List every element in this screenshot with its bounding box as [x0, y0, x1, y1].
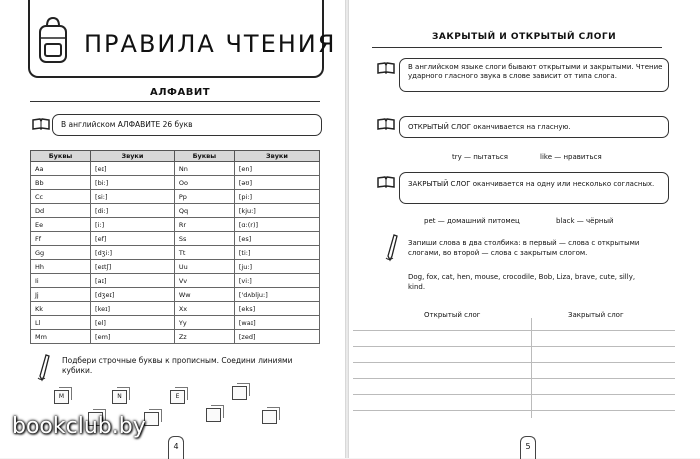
note-text: В английском АЛФАВИТЕ 26 букв	[61, 120, 193, 129]
letter-cell: Jj	[31, 288, 91, 302]
letter-cube[interactable]	[144, 412, 159, 426]
letter-cell: Gg	[31, 246, 91, 260]
letter-cell: Pp	[174, 190, 234, 204]
letter-cell: Yy	[174, 316, 234, 330]
sound-cell: [vi:]	[234, 274, 319, 288]
writing-line[interactable]	[353, 378, 675, 379]
alphabet-table	[30, 150, 320, 344]
column-divider	[531, 318, 532, 418]
sound-cell: [ti:]	[234, 246, 319, 260]
letter-cell: Ll	[31, 316, 91, 330]
sound-cell: [dʒeɪ]	[91, 288, 175, 302]
sound-cell: [eks]	[234, 302, 319, 316]
sound-cell: [waɪ]	[234, 316, 319, 330]
letter-cell: Oo	[174, 176, 234, 190]
table-header-row	[31, 151, 320, 162]
writing-line[interactable]	[353, 330, 675, 331]
column-header: Звуки	[91, 151, 175, 162]
example-open-2: like — нравиться	[540, 153, 602, 161]
sound-cell: [di:]	[91, 204, 175, 218]
sound-cell: [pi:]	[234, 190, 319, 204]
sound-cell: [eɪ]	[91, 162, 175, 176]
sound-cell: [aɪ]	[91, 274, 175, 288]
word-list: Dog, fox, cat, hen, mouse, crocodile, Bob, Liza, brave, cute, silly, kind.	[408, 273, 636, 291]
pencil-icon	[384, 234, 398, 262]
letter-cell: Hh	[31, 260, 91, 274]
task-text: Запиши слова в два столбика: в первый — слова с открытыми слогами, во второй — слова с закрытым слогом.	[408, 239, 640, 257]
sound-cell: [el]	[91, 316, 175, 330]
letter-cube[interactable]: M	[54, 390, 69, 404]
book-icon	[377, 118, 395, 130]
sound-cell: [ɑ:(r)]	[234, 218, 319, 232]
page-number: 5	[520, 436, 536, 459]
note-text: ОТКРЫТЫЙ СЛОГ оканчивается на гласную.	[408, 123, 571, 131]
column-header: Буквы	[174, 151, 234, 162]
letter-cell: Tt	[174, 246, 234, 260]
example-closed-1: pet — домашний питомец	[424, 217, 520, 225]
table-row	[31, 302, 320, 316]
note-text: В английском языке слоги бывают открытыми и закрытыми. Чтение ударного гласного звука в слове зависит от типа слога.	[408, 63, 663, 80]
book-gutter	[345, 0, 349, 458]
letter-cell: Uu	[174, 260, 234, 274]
sound-cell: [es]	[234, 232, 319, 246]
writing-line[interactable]	[353, 346, 675, 347]
note-text: ЗАКРЫТЫЙ СЛОГ оканчивается на одну или несколько согласных.	[408, 180, 655, 188]
letter-cube[interactable]	[262, 410, 277, 424]
note-box	[399, 58, 669, 92]
table-row	[31, 260, 320, 274]
sound-cell: [si:]	[91, 190, 175, 204]
writing-line[interactable]	[353, 394, 675, 395]
letter-cell: Kk	[31, 302, 91, 316]
letter-cell: Cc	[31, 190, 91, 204]
writing-line[interactable]	[353, 410, 675, 411]
letter-cell: Vv	[174, 274, 234, 288]
example-closed-2: black — чёрный	[556, 217, 614, 225]
book-icon	[32, 118, 50, 130]
letter-cell: Nn	[174, 162, 234, 176]
letter-cell: Bb	[31, 176, 91, 190]
sound-cell: [zed]	[234, 330, 319, 344]
sound-cell: ['dʌblju:]	[234, 288, 319, 302]
letter-cell: Qq	[174, 204, 234, 218]
table-row	[31, 330, 320, 344]
column-header: Звуки	[234, 151, 319, 162]
note-box	[399, 172, 669, 204]
page-number: 4	[168, 436, 184, 459]
column-closed: Закрытый слог	[568, 311, 624, 319]
letter-cell: Ii	[31, 274, 91, 288]
backpack-icon	[34, 16, 72, 66]
sound-cell: [eɪtʃ]	[91, 260, 175, 274]
table-row	[31, 176, 320, 190]
sound-cell: [i:]	[91, 218, 175, 232]
sound-cell: [ef]	[91, 232, 175, 246]
divider	[372, 47, 662, 48]
letter-cube[interactable]	[232, 386, 247, 400]
letter-cube[interactable]: N	[112, 390, 127, 404]
table-row	[31, 190, 320, 204]
page-title: ПРАВИЛА ЧТЕНИЯ	[84, 30, 337, 58]
sound-cell: [dʒi:]	[91, 246, 175, 260]
sound-cell: [bi:]	[91, 176, 175, 190]
letter-cell: Xx	[174, 302, 234, 316]
example-open-1: try — пытаться	[452, 153, 508, 161]
column-open: Открытый слог	[424, 311, 481, 319]
column-header: Буквы	[31, 151, 91, 162]
table-row	[31, 274, 320, 288]
book-icon	[377, 176, 395, 188]
table-row	[31, 218, 320, 232]
sound-cell: [em]	[91, 330, 175, 344]
letter-cell: Aa	[31, 162, 91, 176]
writing-line[interactable]	[353, 362, 675, 363]
table-row	[31, 316, 320, 330]
sound-cell: [ju:]	[234, 260, 319, 274]
book-icon	[377, 62, 395, 74]
sound-cell: [əʊ]	[234, 176, 319, 190]
watermark: bookclub.by	[12, 414, 146, 439]
divider	[30, 101, 320, 102]
note-box	[52, 114, 322, 136]
note-box	[399, 116, 669, 138]
letter-cell: Ee	[31, 218, 91, 232]
letter-cell: Ss	[174, 232, 234, 246]
sound-cell: [en]	[234, 162, 319, 176]
letter-cell: Ff	[31, 232, 91, 246]
section-syllables: ЗАКРЫТЫЙ И ОТКРЫТЫЙ СЛОГИ	[432, 32, 617, 42]
pencil-icon	[36, 354, 50, 382]
section-alphabet: АЛФАВИТ	[150, 87, 211, 98]
letter-cell: Mm	[31, 330, 91, 344]
table-row	[31, 246, 320, 260]
letter-cube[interactable]	[206, 408, 221, 422]
letter-cell: Zz	[174, 330, 234, 344]
letter-cube[interactable]: E	[170, 390, 185, 404]
table-row	[31, 162, 320, 176]
table-row	[31, 204, 320, 218]
sound-cell: [keɪ]	[91, 302, 175, 316]
letter-cell: Ww	[174, 288, 234, 302]
table-row	[31, 288, 320, 302]
letter-cell: Rr	[174, 218, 234, 232]
letter-cell: Dd	[31, 204, 91, 218]
sound-cell: [kju:]	[234, 204, 319, 218]
task-text: Подбери строчные буквы к прописным. Соедини линиями кубики.	[62, 356, 293, 375]
table-row	[31, 232, 320, 246]
